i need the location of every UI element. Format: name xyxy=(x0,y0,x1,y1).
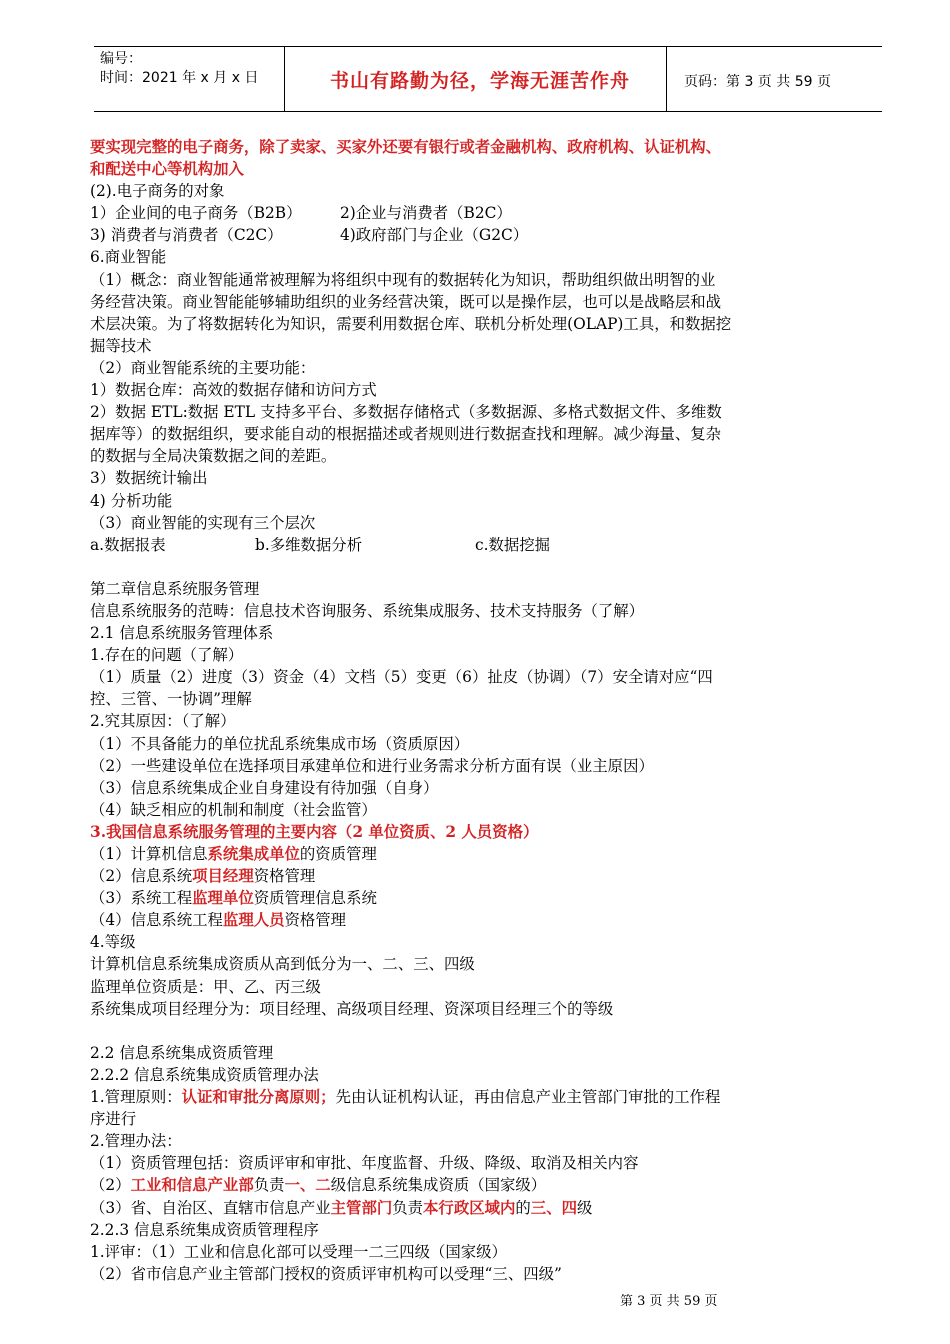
header-time: 时间：2021 年 x 月 x 日 xyxy=(100,70,259,86)
list-item: （2）一些建设单位在选择项目承建单位和进行业务需求分析方面有误（业主原因） xyxy=(90,756,654,775)
page-footer: 第 3 页 共 59 页 xyxy=(620,1294,718,1309)
list-item: （2）省市信息产业主管部门授权的资质评审机构可以受理“三、四级” xyxy=(90,1264,562,1283)
paragraph-line: 计算机信息系统集成资质从高到低分为一、二、三、四级 xyxy=(90,955,475,974)
header-meta xyxy=(100,50,258,88)
paragraph-line: 系统集成项目经理分为：项目经理、高级项目经理、资深项目经理三个的等级 xyxy=(90,999,614,1018)
header-page-number: 页码：第 3 页 共 59 页 xyxy=(684,74,831,90)
section-heading: 2.2 信息系统集成资质管理 xyxy=(90,1043,274,1062)
list-item: 1.评审：（1）工业和信息化部可以受理一二三四级（国家级） xyxy=(90,1242,507,1261)
sub-heading: 1.存在的问题（了解） xyxy=(90,646,244,665)
header-number: 编号： xyxy=(100,51,142,67)
list-item: 4) 分析功能 xyxy=(90,491,173,510)
paragraph-line: 掘等技术 xyxy=(90,336,152,355)
header-divider-left xyxy=(284,46,285,112)
list-item: （1）计算机信息系统集成单位的资质管理 xyxy=(90,845,377,863)
paragraph-line: 2）数据 ETL:数据 ETL 支持多平台、多数据存储格式（多数据源、多格式数据文件、多维数 xyxy=(90,403,722,422)
highlighted-heading: 3.我国信息系统服务管理的主要内容（2 单位资质、2 人员资格） xyxy=(90,822,539,841)
header-motto: 书山有路勤为径，学海无涯苦作舟 xyxy=(329,70,630,92)
list-item: （3）系统工程监理单位资质管理信息系统 xyxy=(90,889,377,908)
list-item: （3）信息系统集成企业自身建设有待加强（自身） xyxy=(90,778,439,797)
list-item: 1）企业间的电子商务（B2B） 2)企业与消费者（B2C） xyxy=(90,204,512,223)
section-heading: 2.2.3 信息系统集成资质管理程序 xyxy=(90,1220,319,1239)
section-heading: 2.1 信息系统服务管理体系 xyxy=(90,624,274,643)
section-heading: 6.商业智能 xyxy=(90,248,167,267)
list-item: 3) 消费者与消费者（C2C） 4)政府部门与企业（G2C） xyxy=(90,226,529,245)
header-divider-right xyxy=(666,46,667,112)
paragraph-line: 监理单位资质是：甲、乙、丙三级 xyxy=(90,977,321,996)
paragraph-line: （1）概念：商业智能通常被理解为将组织中现有的数据转化为知识，帮助组织做出明智的业 xyxy=(90,270,716,289)
section-heading: (2).电子商务的对象 xyxy=(90,182,225,201)
sub-heading: 2.究其原因：（了解） xyxy=(90,712,236,731)
paragraph-line: （1）质量（2）进度（3）资金（4）文档（5）变更（6）扯皮（协调）（7）安全请对应“四 xyxy=(90,668,713,687)
list-item: 1）数据仓库：高效的数据存储和访问方式 xyxy=(90,381,377,400)
sub-heading: 4.等级 xyxy=(90,933,136,952)
header-bottom-rule xyxy=(94,111,882,112)
list-item: （2）工业和信息产业部负责一、二级信息系统集成资质（国家级） xyxy=(90,1176,547,1195)
sub-heading: 2.管理办法： xyxy=(90,1132,182,1151)
intro-red-line: 要实现完整的电子商务，除了卖家、买家外还要有银行或者金融机构、政府机构、认证机构、 xyxy=(90,138,722,156)
page-header xyxy=(94,46,882,112)
header-top-rule xyxy=(94,46,882,47)
list-item: （1）资质管理包括：资质评审和审批、年度监督、升级、降级、取消及相关内容 xyxy=(90,1154,639,1173)
sub-heading: （2）商业智能系统的主要功能： xyxy=(90,358,316,377)
list-item: （4）缺乏相应的机制和制度（社会监管） xyxy=(90,800,377,819)
document-body xyxy=(90,136,885,1285)
list-item: 3）数据统计输出 xyxy=(90,469,208,488)
paragraph-line: 据库等）的数据组织，要求能自动的根据描述或者规则进行数据查找和理解。减少海量、复杂 xyxy=(90,425,722,444)
paragraph-line: 信息系统服务的范畴：信息技术咨询服务、系统集成服务、技术支持服务（了解） xyxy=(90,601,645,620)
paragraph-line: 序进行 xyxy=(90,1110,137,1129)
list-item: （2）信息系统项目经理资格管理 xyxy=(90,867,316,886)
section-heading: 2.2.2 信息系统集成资质管理办法 xyxy=(90,1065,319,1084)
sub-heading: （3）商业智能的实现有三个层次 xyxy=(90,513,316,532)
paragraph-line: 1.管理原则：认证和审批分离原则；先由认证机构认证，再由信息产业主管部门审批的工作程 xyxy=(90,1088,721,1107)
list-item: a.数据报表 b.多维数据分析 c.数据挖掘 xyxy=(90,535,551,554)
list-item: （4）信息系统工程监理人员资格管理 xyxy=(90,911,347,930)
paragraph-line: 控、三管、一协调”理解 xyxy=(90,690,252,709)
chapter-title: 第二章信息系统服务管理 xyxy=(90,579,260,598)
paragraph-line: 的数据与全局决策数据之间的差距。 xyxy=(90,447,337,466)
list-item: （3）省、自治区、直辖市信息产业主管部门负责本行政区域内的三、四级 xyxy=(90,1198,593,1217)
intro-red-line: 和配送中心等机构加入 xyxy=(90,160,244,179)
paragraph-line: 务经营决策。商业智能能够辅助组织的业务经营决策，既可以是操作层，也可以是战略层和战 xyxy=(90,292,722,311)
paragraph-line: 术层决策。为了将数据转化为知识，需要利用数据仓库、联机分析处理(OLAP)工具，和数据挖 xyxy=(90,314,732,333)
list-item: （1）不具备能力的单位扰乱系统集成市场（资质原因） xyxy=(90,734,470,753)
